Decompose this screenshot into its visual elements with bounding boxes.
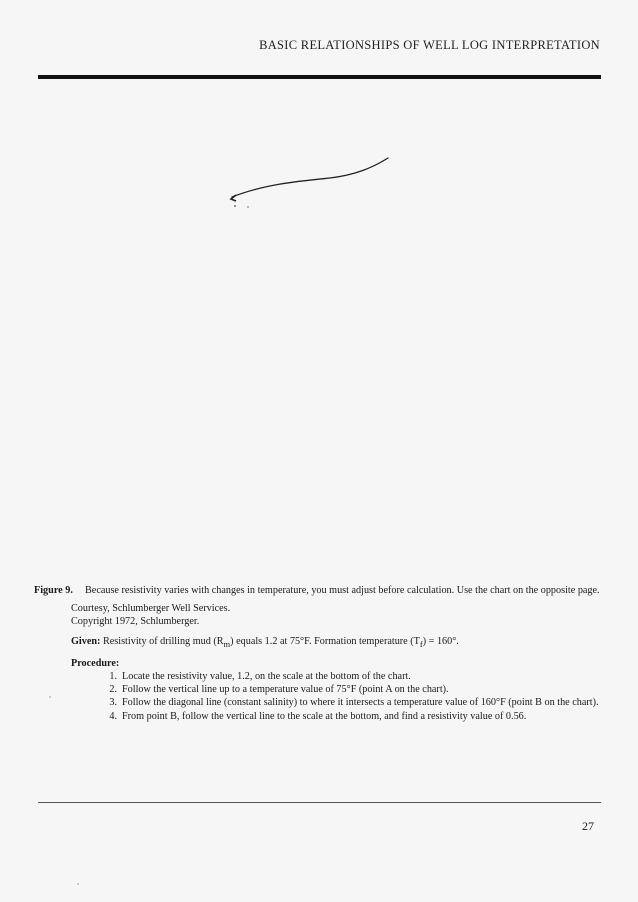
given-label: Given: [71,635,101,647]
pencil-hook [231,195,236,201]
figure-label: Figure 9. [34,585,73,596]
procedure-step [104,710,602,723]
figure-description: Because resistivity varies with changes in temperature, you must adjust before calculation. Use the chart on the opposite page. [85,585,600,596]
caption-first-line [34,584,602,597]
step-text: From point B, follow the vertical line to the scale at the bottom, and find a resistivity value of 0.56. [122,710,527,722]
page-number: 27 [582,819,594,833]
step-number: 3. [109,697,117,709]
given-subscript-m: m [223,638,231,649]
given-text-part: Resistivity of drilling mud (R [100,635,224,647]
procedure-heading: Procedure: [71,657,120,669]
given-text-part: ) equals 1.2 at 75°F. Formation temperature (T [230,635,420,647]
stray-dot [77,883,78,884]
copyright-line: Copyright 1972, Schlumberger. [71,616,200,628]
procedure-step [104,696,602,709]
figure-caption [34,584,602,723]
step-text: Locate the resistivity value, 1.2, on the scale at the bottom of the chart. [122,671,411,683]
procedure-step [104,683,602,696]
footer-rule [38,802,601,803]
courtesy-line: Courtesy, Schlumberger Well Services. [71,603,231,615]
step-text: Follow the diagonal line (constant salinity) to where it intersects a temperature value of 160°F (point B on the chart). [122,697,599,709]
procedure-list [34,670,602,723]
given-statement [71,635,602,651]
pencil-stroke [232,158,388,197]
given-subscript-f: f [419,638,423,649]
pencil-dot [234,205,236,207]
procedure-step [104,670,602,683]
step-number: 1. [109,671,117,683]
header-rule [38,75,601,79]
step-text: Follow the vertical line up to a temperature value of 75°F (point A on the chart). [122,684,449,696]
pencil-dot [247,206,248,207]
running-header: BASIC RELATIONSHIPS OF WELL LOG INTERPRETATION [259,38,600,52]
given-text-part: ) = 160°. [422,635,459,647]
step-number: 2. [109,684,117,696]
step-number: 4. [109,710,117,722]
